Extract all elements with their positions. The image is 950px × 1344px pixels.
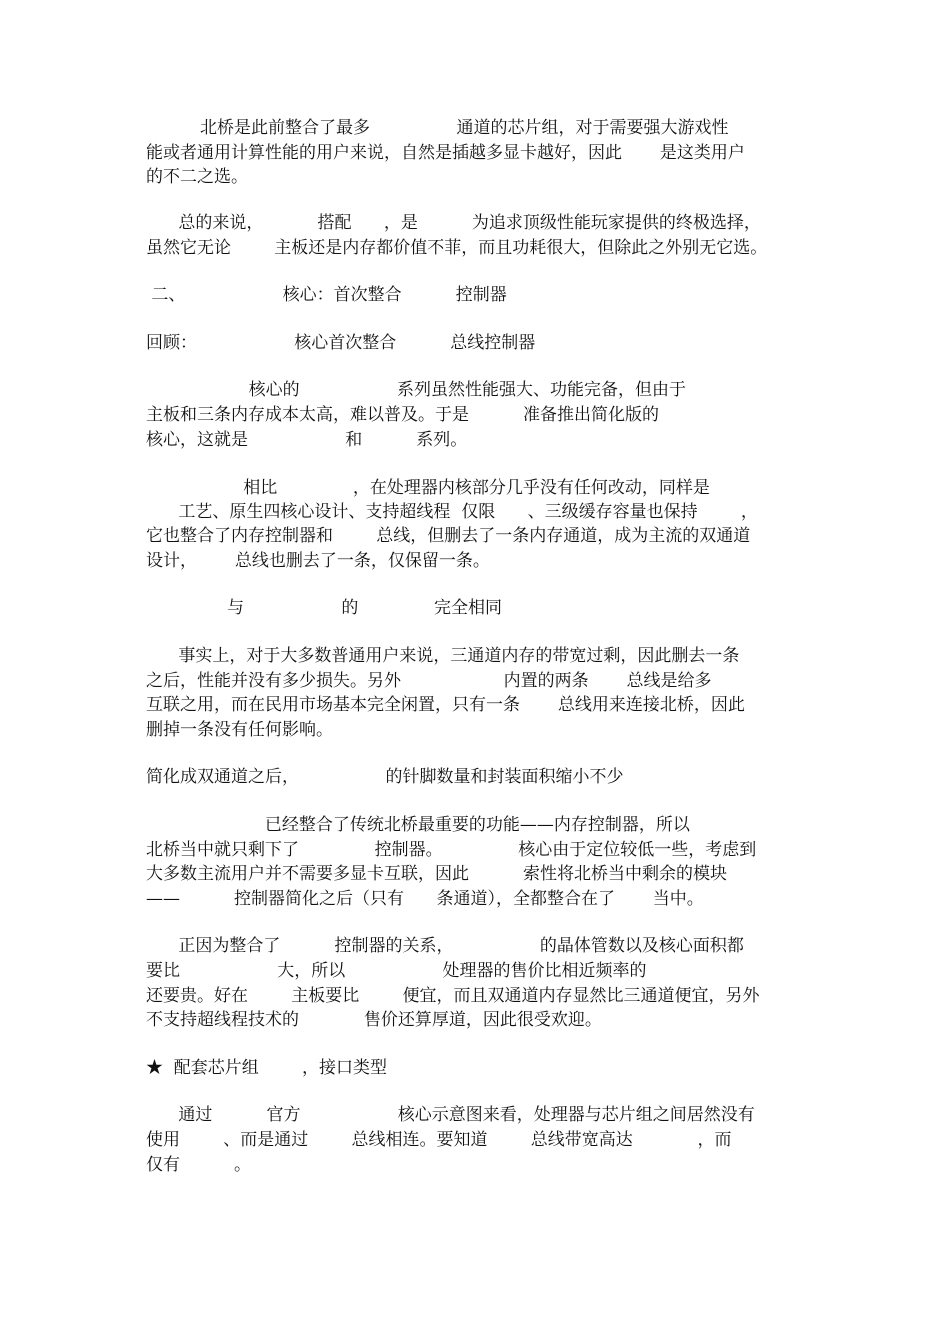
text-line: 还要贵。好在 主板要比 便宜，而且双通道内存显然比三通道便宜，另外 [146,986,760,1006]
text-line: 大多数主流用户并不需要多显卡互联，因此 索性将北桥当中剩余的模块 [146,864,728,884]
text-line: 工艺、原生四核心设计、支持超线程 仅限 、三级缓存容量也保持 ， [146,502,758,522]
text-line: 简化成双通道之后， 的针脚数量和封装面积缩小不少 [146,767,624,787]
text-line: 的不二之选。 [146,167,248,187]
text-line: 虽然它无论 主板还是内存都价值不菲，而且功耗很大，但除此之外别无它选。 [146,238,768,258]
text-line: 正因为整合了 控制器的关系， 的晶体管数以及核心面积都 [146,936,744,956]
text-line: 仅有 。 [146,1155,252,1175]
text-line: 要比 大，所以 处理器的售价比相近频率的 [146,961,647,981]
text-line: 已经整合了传统北桥最重要的功能——内存控制器，所以 [146,815,690,835]
text-line: 总的来说， 搭配 ，是 为追求顶级性能玩家提供的终极选择， [146,213,761,233]
text-line: 事实上，对于大多数普通用户来说，三通道内存的带宽过剩，因此删去一条 [146,646,740,666]
text-line: 核心，这就是 和 系列。 [146,430,468,450]
text-line: 设计， 总线也删去了一条，仅保留一条。 [146,551,490,571]
text-line: 通过 官方 核心示意图来看，处理器与芯片组之间居然没有 [146,1105,755,1125]
text-line: 核心的 系列虽然性能强大、功能完备，但由于 [146,380,686,400]
text-line: 相比 ，在处理器内核部分几乎没有任何改动，同样是 [146,478,710,498]
text-line: 二、 核心：首次整合 控制器 [146,285,507,305]
text-line: 使用 、而是通过 总线相连。要知道 总线带宽高达 ，而 [146,1130,732,1150]
text-line: 之后，性能并没有多少损失。另外 内置的两条 总线是给多 [146,671,712,691]
text-line: 主板和三条内存成本太高，难以普及。于是 准备推出简化版的 [146,405,660,425]
text-line: 互联之用，而在民用市场基本完全闲置，只有一条 总线用来连接北桥，因此 [146,695,745,715]
text-line: 删掉一条没有任何影响。 [146,720,333,740]
text-line: 北桥当中就只剩下了 控制器。 核心由于定位较低一些，考虑到 [146,840,757,860]
text-line: 回顾： 核心首次整合 总线控制器 [146,333,536,353]
text-line: 它也整合了内存控制器和 总线，但删去了一条内存通道，成为主流的双通道 [146,526,751,546]
text-line: 与 的 完全相同 [146,598,502,618]
text-line: 北桥是此前整合了最多 通道的芯片组，对于需要强大游戏性 [146,118,729,138]
text-line: —— 控制器简化之后（只有 条通道），全都整合在了 当中。 [146,889,704,909]
text-line: 能或者通用计算性能的用户来说，自然是插越多显卡越好，因此 是这类用户 [146,143,745,163]
text-line: ★ 配套芯片组 ，接口类型 [146,1058,388,1078]
text-line: 不支持超线程技术的 售价还算厚道，因此很受欢迎。 [146,1010,602,1030]
